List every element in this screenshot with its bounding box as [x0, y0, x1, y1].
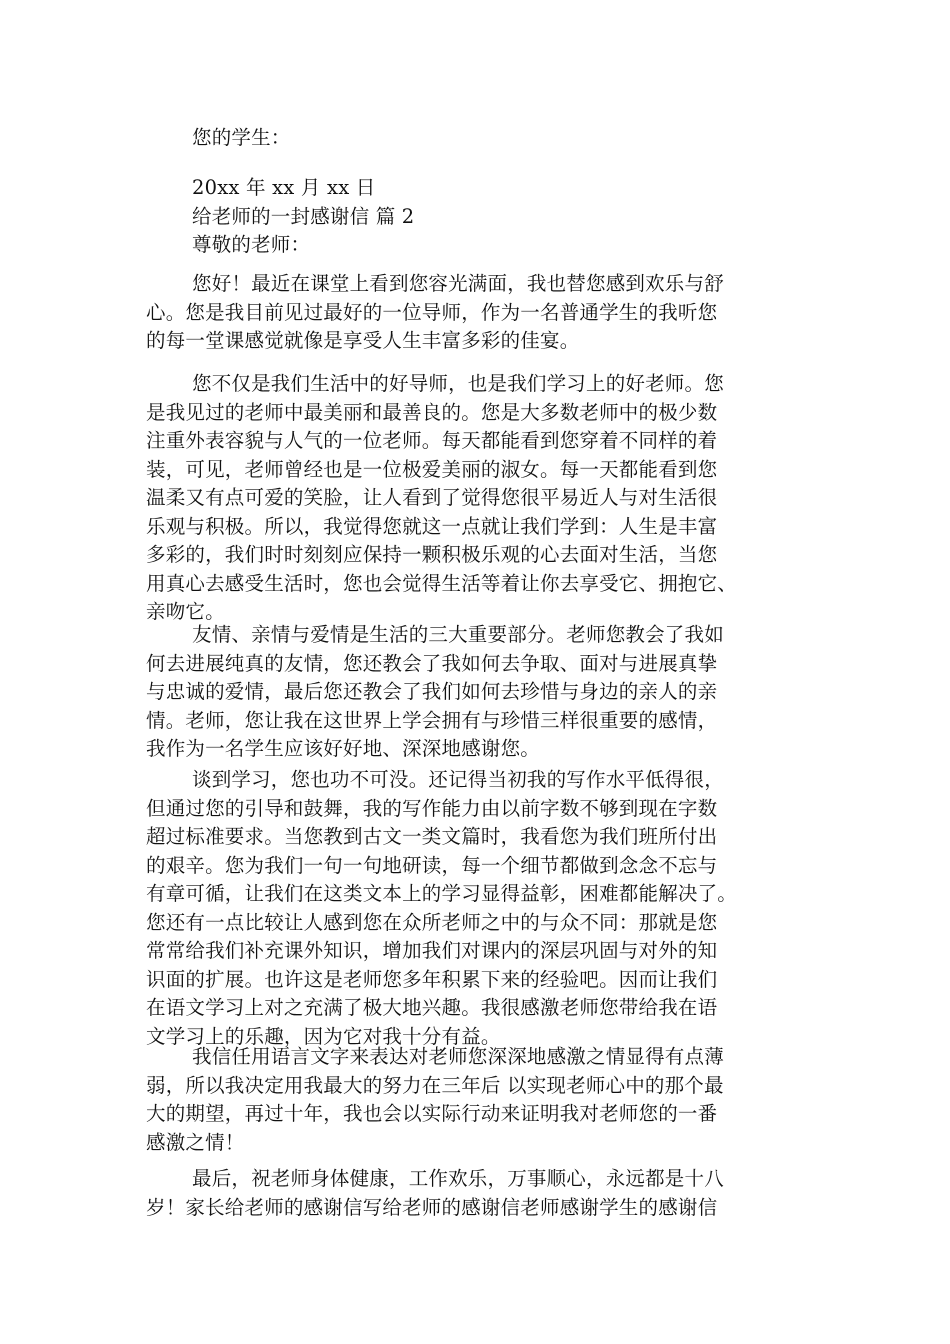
paragraph-line: 装，可见，老师曾经也是一位极爱美丽的淑女。每一天都能看到您 [146, 457, 718, 481]
paragraph-line: 在语文学习上对之充满了极大地兴趣。我很感激老师您带给我在语 [146, 996, 718, 1019]
paragraph-line: 的每一堂课感觉就像是享受人生丰富多彩的佳宴。 [146, 329, 580, 352]
paragraph-line: 您还有一点比较让人感到您在众所老师之中的与众不同：那就是您 [146, 910, 718, 934]
date-line: 20xx 年 xx 月 xx 日 [192, 176, 376, 199]
paragraph-line: 温柔又有点可爱的笑脸，让人看到了觉得您很平易近人与对生活很 [146, 486, 718, 509]
paragraph-line: 我作为一名学生应该好好地、深深地感谢您。 [146, 737, 541, 760]
paragraph-line: 是我见过的老师中最美丽和最善良的。您是大多数老师中的极少数 [146, 400, 718, 424]
paragraph-line: 用真心去感受生活时，您也会觉得生活等着让你去享受它、拥抱它、 [146, 571, 738, 595]
paragraph-line: 多彩的，我们时时刻刻应保持一颗积极乐观的心去面对生活，当您 [146, 543, 718, 566]
paragraph-line: 但通过您的引导和鼓舞，我的写作能力由以前字数不够到现在字数 [146, 796, 718, 820]
letter-title: 给老师的一封感谢信 篇 2 [192, 204, 415, 228]
paragraph-4 [146, 766, 828, 1051]
paragraph-line: 亲吻它。 [146, 600, 225, 623]
paragraph-line: 常常给我们补充课外知识，增加我们对课内的深层巩固与对外的知 [146, 939, 718, 962]
signature-line [146, 124, 828, 153]
paragraph-1 [146, 270, 828, 356]
letter-header [146, 174, 828, 260]
salutation: 尊敬的老师： [192, 233, 311, 256]
paragraph-line: 何去进展纯真的友情，您还教会了我如何去争取、面对与进展真挚 [146, 651, 718, 675]
paragraph-line: 友情、亲情与爱情是生活的三大重要部分。老师您教会了我如 [192, 623, 724, 646]
paragraph-line: 岁！家长给老师的感谢信写给老师的感谢信老师感谢学生的感谢信 [146, 1195, 718, 1219]
paragraph-line: 的艰辛。您为我们一句一句地研读，每一个细节都做到念念不忘与 [146, 853, 718, 877]
paragraph-line: 弱，所以我决定用我最大的努力在三年后 以实现老师心中的那个最 [146, 1073, 724, 1097]
paragraph-line: 感激之情！ [146, 1130, 245, 1154]
paragraph-6 [146, 1165, 828, 1222]
paragraph-line: 您不仅是我们生活中的好导师，也是我们学习上的好老师。您 [192, 372, 724, 395]
paragraph-line: 乐观与积极。所以，我觉得您就这一点就让我们学到：人生是丰富 [146, 514, 718, 538]
paragraph-line: 您好！最近在课堂上看到您容光满面，我也替您感到欢乐与舒 [192, 272, 724, 295]
paragraph-line: 心。您是我目前见过最好的一位导师，作为一名普通学生的我听您 [146, 300, 718, 324]
paragraph-line: 文学习上的乐趣，因为它对我十分有益。 [146, 1024, 501, 1048]
paragraph-line: 注重外表容貌与人气的一位老师。每天都能看到您穿着不同样的着 [146, 429, 718, 452]
paragraph-line: 有章可循，让我们在这类文本上的学习显得益彰，困难都能解决了。 [146, 882, 738, 905]
signature-text: 您的学生： [192, 126, 291, 149]
paragraph-line: 超过标准要求。当您教到古文一类文篇时，我看您为我们班所付出 [146, 825, 718, 848]
paragraph-line: 识面的扩展。也许这是老师您多年积累下来的经验吧。因而让我们 [146, 967, 718, 991]
paragraph-line: 大的期望，再过十年，我也会以实际行动来证明我对老师您的一番 [146, 1102, 718, 1125]
paragraph-line: 情。老师，您让我在这世界上学会拥有与珍惜三样很重要的感情， [146, 708, 718, 732]
paragraph-line: 谈到学习，您也功不可没。还记得当初我的写作水平低得很， [192, 768, 724, 791]
paragraph-line: 与忠诚的爱情，最后您还教会了我们如何去珍惜与身边的亲人的亲 [146, 680, 718, 703]
paragraph-3 [146, 621, 828, 764]
paragraph-2 [146, 370, 828, 627]
paragraph-line: 最后，祝老师身体健康，工作欢乐，万事顺心，永远都是十八 [192, 1167, 724, 1190]
paragraph-line: 我信任用语言文字来表达对老师您深深地感激之情显得有点薄 [192, 1045, 724, 1068]
paragraph-5 [146, 1043, 828, 1157]
